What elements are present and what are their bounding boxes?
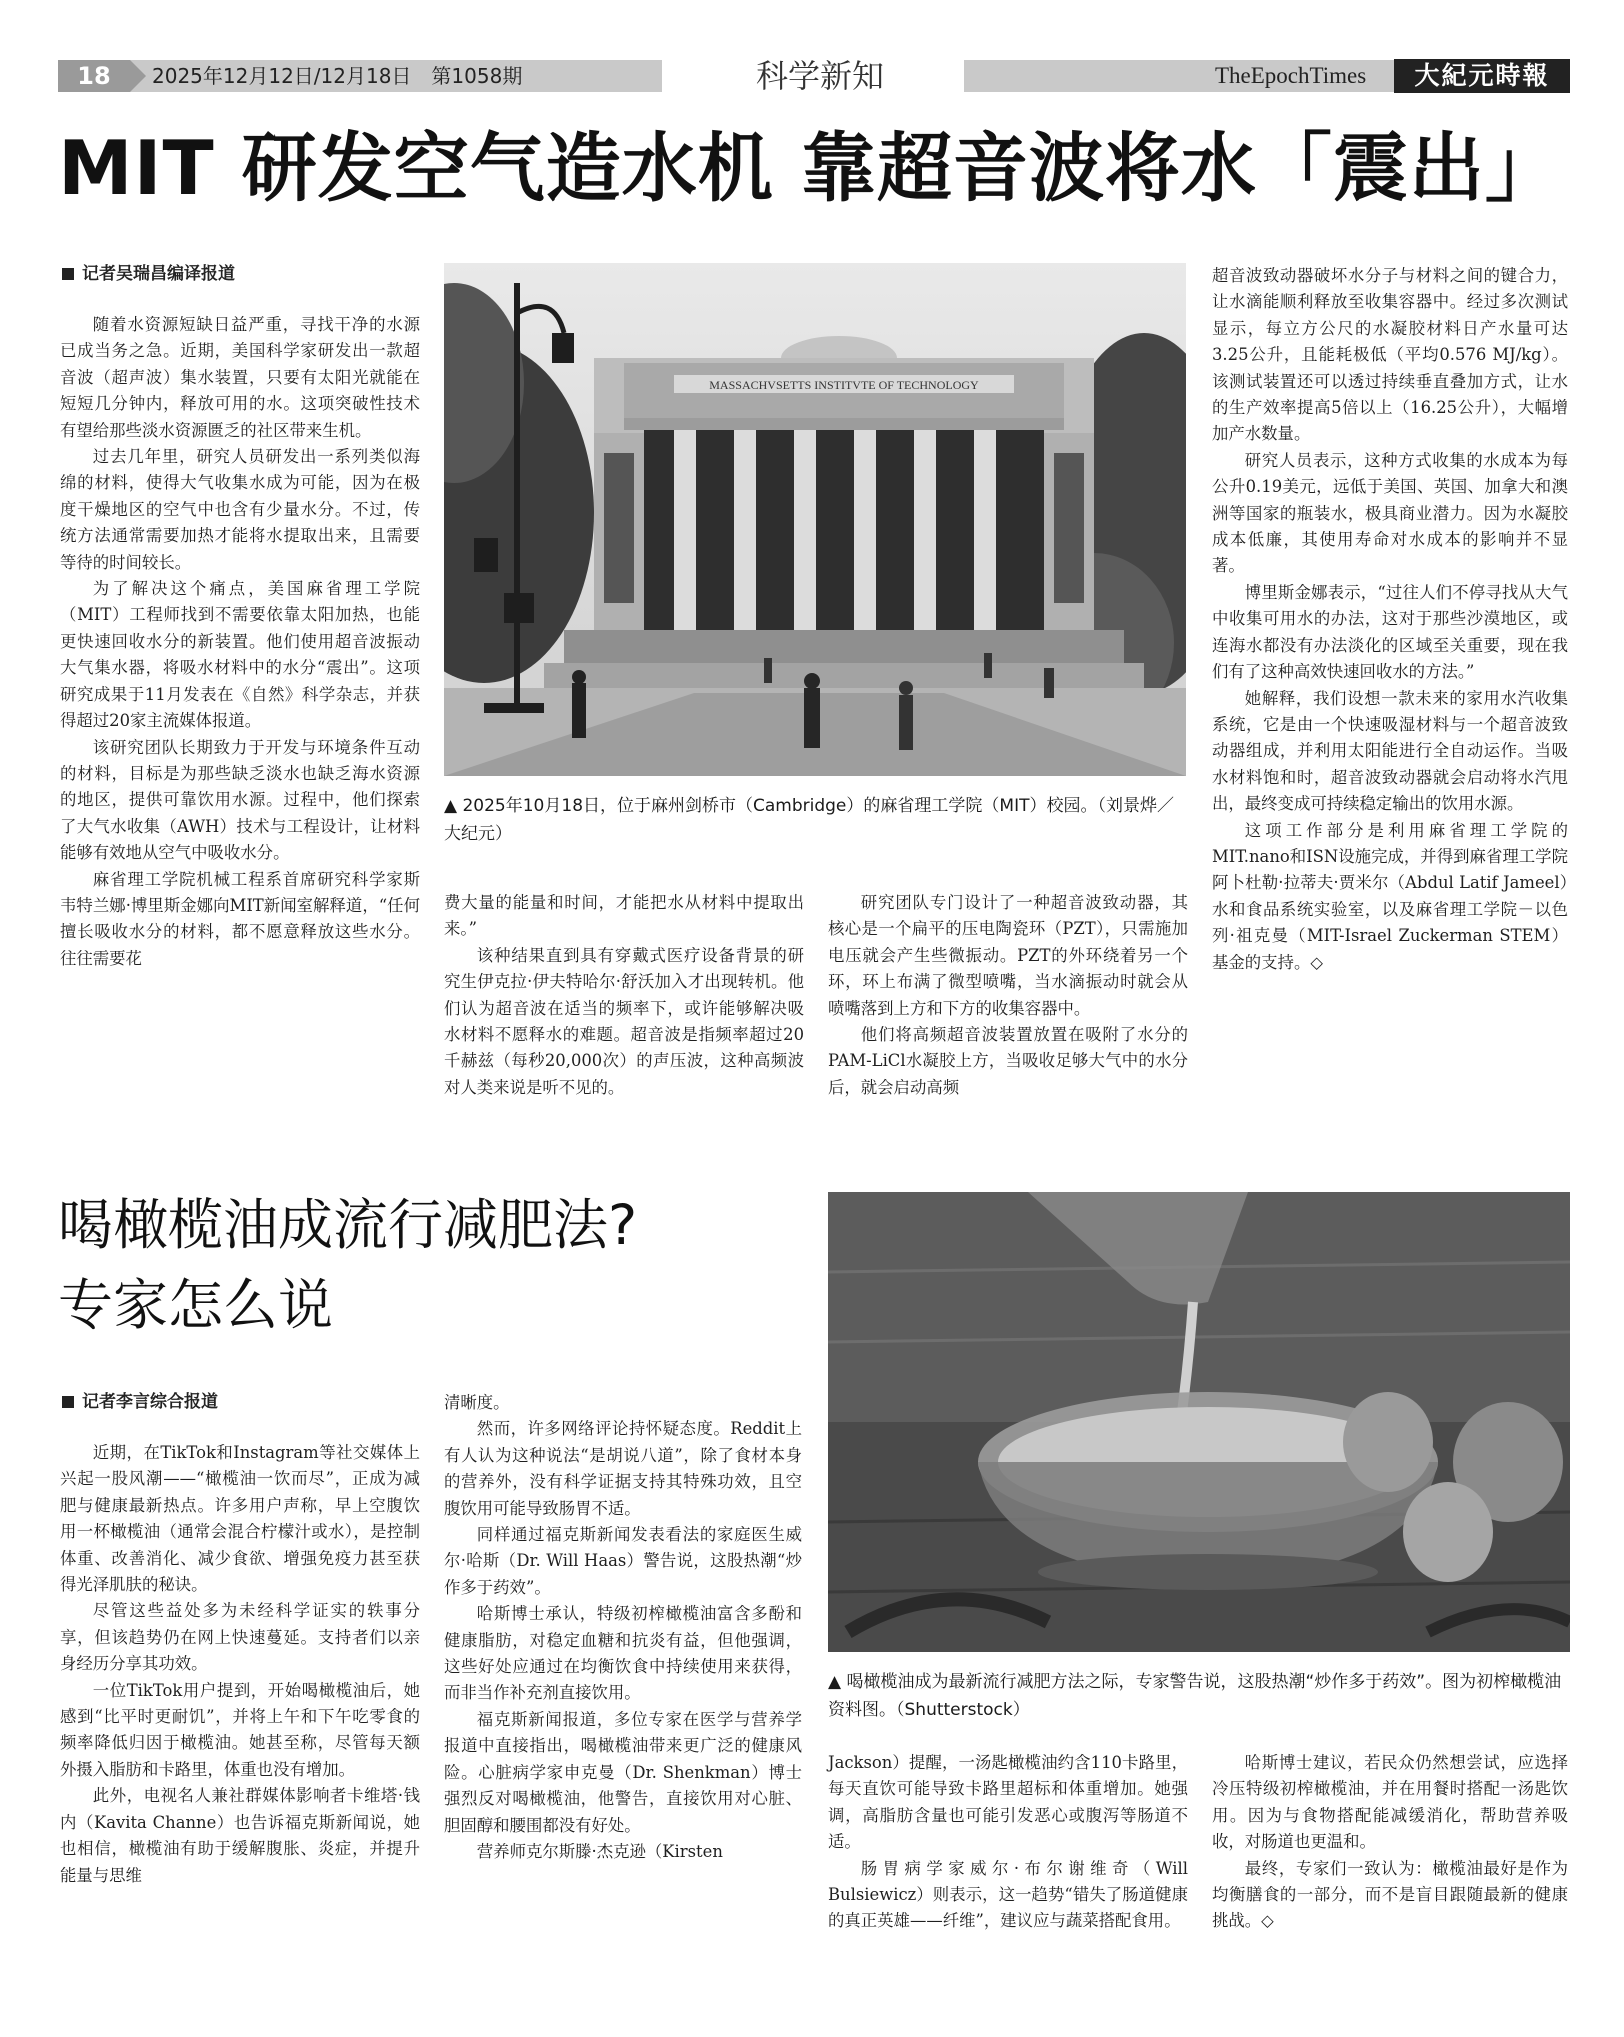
- article1-byline: [62, 262, 235, 286]
- article2-photo-caption: ▲ 喝橄榄油成为最新流行减肥方法之际，专家警告说，这股热潮“炒作多于药效”。图为初榨橄榄油资料图。（Shutterstock）: [828, 1672, 1562, 1720]
- article2-col2-paragraph: 营养师克尔斯滕·杰克逊（Kirsten: [476, 1841, 723, 1861]
- article1-col4-paragraph: 研究人员表示，这种方式收集的水成本为每公升0.19美元，远低于美国、英国、加拿大和澳洲等国家的瓶装水，极具商业潜力。因为水凝胶成本低廉，其使用寿命对水成本的影响并不显著。: [1212, 450, 1568, 576]
- article2-col4-paragraph: 最终，专家们一致认为：橄榄油最好是作为均衡膳食的一部分，而不是盲目跟随最新的健康挑战。◇: [1212, 1858, 1568, 1931]
- article1-col3-paragraph: 他们将高频超音波装置放置在吸附了水分的PAM-LiCl水凝胶上方，当吸收足够大气中的水分后，就会启动高频: [828, 1025, 1188, 1097]
- article1-col1-paragraph: 随着水资源短缺日益严重，寻找干净的水源已成当务之急。近期，美国科学家研发出一款超音波（超声波）集水装置，只要有太阳光就能在短短几分钟内，释放可用的水。这项突破性技术有望给那些淡水资源匮乏的社区带来生机。: [60, 315, 420, 440]
- article1-col4-paragraph: 这项工作部分是利用麻省理工学院的MIT.nano和ISN设施完成，并得到麻省理工学院阿卜杜勒·拉蒂夫·贾米尔（Abdul Latif Jameel）水和食品系统实验室，以及麻省理工学院－以色列·祖克曼（MIT-Israel Zuckerman STEM）基金的支持。◇: [1212, 820, 1568, 972]
- article1-col1-paragraph: 为了解决这个痛点，美国麻省理工学院（MIT）工程师找到不需要依靠太阳加热，也能更快速回收水分的新装置。他们使用超音波振动大气集水器，将吸水材料中的水分“震出”。这项研究成果于11月发表在《自然》科学杂志，并获得超过20家主流媒体报道。: [60, 579, 420, 731]
- building-inscription: MASSACHVSETTS INSTITVTE OF TECHNOLOGY: [709, 378, 979, 392]
- article2-col3-paragraph: Jackson）提醒，一汤匙橄榄油约含110卡路里，每天直饮可能导致卡路里超标和体重增加。她强调，高脂肪含量也可能引发恶心或腹泻等肠道不适。: [828, 1753, 1188, 1852]
- article1-col2-paragraph: 该种结果直到具有穿戴式医疗设备背景的研究生伊克拉·伊夫特哈尔·舒沃加入才出现转机。他们认为超音波在适当的频率下，或许能够解决吸水材料不愿释水的难题。超音波是指频率超过20千赫兹（每秒20,000次）的声压波，这种高频波对人类来说是听不见的。: [444, 945, 804, 1097]
- article2-column-4: [1212, 1750, 1568, 1935]
- article1-col4-paragraph: 她解释，我们设想一款未来的家用水汽收集系统，它是由一个快速吸湿材料与一个超音波致动器组成，并利用太阳能进行全自动运作。当吸水材料饱和时，超音波致动器就会启动将水汽甩出，最终变成可持续稳定输出的饮用水源。: [1212, 688, 1568, 814]
- dateline: 2025年12月12日/12月18日 第1058期: [152, 64, 523, 88]
- section-title: 科学新知: [755, 57, 884, 95]
- article2-headline: [58, 1185, 818, 1345]
- article1-headline: MIT 研发空气造水机 靠超音波将水「震出」: [58, 124, 1561, 212]
- article2-col2-paragraph: 同样通过福克斯新闻发表看法的家庭医生威尔·哈斯（Dr. Will Haas）警告说，这股热潮“炒作多于药效”。: [444, 1525, 802, 1597]
- article2-col1-paragraph: 一位TikTok用户提到，开始喝橄榄油后，她感到“比平时更耐饥”，并将上午和下午吃零食的频率降低归因于橄榄油。她甚至称，尽管每天额外摄入脂肪和卡路里，体重也没有增加。: [60, 1680, 420, 1779]
- article2-column-1: [60, 1440, 420, 1889]
- article2-column-3: [828, 1750, 1188, 1935]
- byline-square-icon: [62, 268, 74, 280]
- mit-campus-photo: [444, 263, 1186, 776]
- article1-column-3: [828, 890, 1188, 1101]
- masthead-chinese: 大紀元時報: [1394, 59, 1570, 93]
- article2-column-2: [444, 1390, 802, 1865]
- byline-square-icon: [62, 1396, 74, 1408]
- article1-col4-paragraph: 博里斯金娜表示，“过往人们不停寻找从大气中收集可用水的办法，这对于那些沙漠地区，或连海水都没有办法淡化的区域至关重要，现在我们有了这种高效快速回收水的方法。”: [1212, 582, 1568, 682]
- article1-column-1: [60, 312, 420, 972]
- article2-col2-paragraph: 然而，许多网络评论持怀疑态度。Reddit上有人认为这种说法“是胡说八道”，除了食材本身的营养外，没有科学证据支持其特殊功效，且空腹饮用可能导致肠胃不适。: [444, 1419, 802, 1518]
- article2-col1-paragraph: 尽管这些益处多为未经科学证实的轶事分享，但该趋势仍在网上快速蔓延。支持者们以亲身经历分享其功效。: [60, 1601, 420, 1674]
- article2-byline-text: 记者李言综合报道: [82, 1392, 218, 1412]
- page-number: 18: [58, 60, 130, 92]
- article1-photo-caption: ▲ 2025年10月18日，位于麻州剑桥市（Cambridge）的麻省理工学院（MIT）校园。（刘景烨／大纪元）: [444, 796, 1174, 844]
- article1-column-4: [1212, 263, 1568, 976]
- olive-oil-photo: [828, 1192, 1570, 1652]
- article1-col4-paragraph: 超音波致动器破坏水分子与材料之间的键合力，让水滴能顺利释放至收集容器中。经过多次测试显示，每立方公尺的水凝胶材料日产水量可达3.25公升，且能耗极低（平均0.576 MJ/kg）。该测试装置还可以透过持续垂直叠加方式，让水的生产效率提高5倍以上（16.25公升），大幅增加产水数量。: [1212, 266, 1568, 444]
- article1-column-2: [444, 890, 804, 1101]
- article2-col1-paragraph: 近期，在TikTok和Instagram等社交媒体上兴起一股风潮——“橄榄油一饮而尽”，正成为减肥与健康最新热点。许多用户声称，早上空腹饮用一杯橄榄油（通常会混合柠檬汁或水），是控制体重、改善消化、减少食欲、增强免疫力甚至获得光泽肌肤的秘诀。: [60, 1443, 420, 1595]
- masthead-english: TheEpochTimes: [1215, 63, 1367, 88]
- article1-col3-paragraph: 研究团队专门设计了一种超音波致动器，其核心是一个扁平的压电陶瓷环（PZT），只需施加电压就会产生些微振动。PZT的外环绕着另一个环，环上布满了微型喷嘴，当水滴振动时就会从喷嘴落到上方和下方的收集容器中。: [828, 893, 1188, 1018]
- article2-headline-line-1: 喝橄榄油成流行减肥法?: [58, 1193, 638, 1257]
- article2-byline: [62, 1390, 218, 1414]
- article2-headline-line-2: 专家怎么说: [58, 1273, 334, 1337]
- article1-col1-paragraph: 该研究团队长期致力于开发与环境条件互动的材料，目标是为那些缺乏淡水也缺乏海水资源的地区，提供可靠饮用水源。过程中，他们探索了大气水收集（AWH）技术与工程设计，让材料能够有效地从空气中吸收水分。: [60, 737, 420, 863]
- article1-col1-paragraph: 麻省理工学院机械工程系首席研究科学家斯韦特兰娜·博里斯金娜向MIT新闻室解释道，“任何擅长吸收水分的材料，都不愿意释放这些水分。往往需要花: [60, 869, 420, 968]
- article1-byline-text: 记者吴瑞昌编译报道: [82, 264, 235, 284]
- article2-col4-paragraph: 哈斯博士建议，若民众仍然想尝试，应选择冷压特级初榨橄榄油，并在用餐时搭配一汤匙饮用。因为与食物搭配能减缓消化，帮助营养吸收，对肠道也更温和。: [1212, 1753, 1568, 1852]
- article2-col3-paragraph: 肠胃病学家威尔·布尔谢维奇（Will Bulsiewicz）则表示，这一趋势“错失了肠道健康的真正英雄——纤维”，建议应与蔬菜搭配食用。: [828, 1858, 1188, 1931]
- article2-col1-paragraph: 此外，电视名人兼社群媒体影响者卡维塔·钱内（Kavita Channe）也告诉福克斯新闻说，她也相信，橄榄油有助于缓解腹胀、炎症，并提升能量与思维: [60, 1786, 420, 1885]
- article2-col2-paragraph: 哈斯博士承认，特级初榨橄榄油富含多酚和健康脂肪，对稳定血糖和抗炎有益，但他强调，这些好处应通过在均衡饮食中持续使用来获得，而非当作补充剂直接饮用。: [444, 1604, 802, 1703]
- article2-col2-paragraph: 福克斯新闻报道，多位专家在医学与营养学报道中直接指出，喝橄榄油带来更广泛的健康风险。心脏病学家申克曼（Dr. Shenkman）博士强烈反对喝橄榄油，他警告，直接饮用对心脏、胆固醇和腰围都没有好处。: [444, 1709, 802, 1835]
- article2-col2-paragraph: 清晰度。: [444, 1393, 510, 1412]
- article1-col1-paragraph: 过去几年里，研究人员研发出一系列类似海绵的材料，使得大气收集水成为可能，因为在极度干燥地区的空气中也含有少量水分。不过，传统方法通常需要加热才能将水提取出来，且需要等待的时间较长。: [60, 447, 420, 572]
- article1-col2-paragraph: 费大量的能量和时间，才能把水从材料中提取出来。”: [444, 893, 804, 939]
